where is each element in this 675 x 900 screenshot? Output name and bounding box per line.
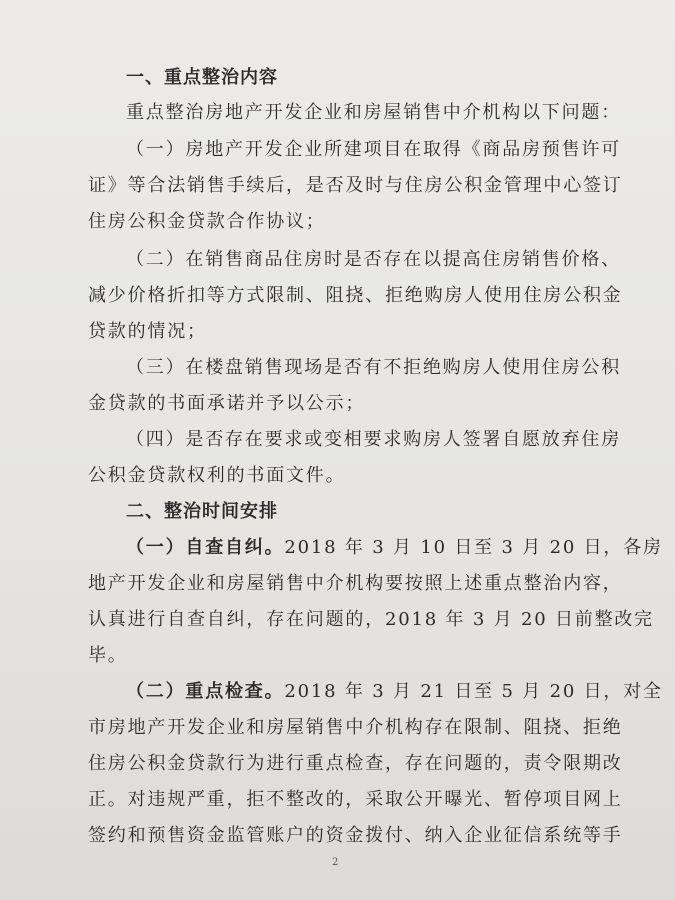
section-2-item-2-line-5: 签约和预售资金监管账户的资金拨付、纳入企业征信系统等手 <box>88 825 623 846</box>
section-1-item-1-line-2: 证》等合法销售手续后，是否及时与住房公积金管理中心签订 <box>88 175 623 196</box>
section-1-item-2-line-1: （二）在销售商品住房时是否存在以提高住房销售价格、 <box>126 249 621 270</box>
section-2-heading: 二、整治时间安排 <box>126 501 278 522</box>
key-inspection-label: （二）重点检查。 <box>126 681 285 702</box>
section-2-item-1-line-3: 认真进行自查自纠，存在问题的，2018 年 3 月 20 日前整改完 <box>88 609 654 630</box>
section-2-item-1-line-4: 毕。 <box>88 645 128 666</box>
section-2-item-2-line-1 <box>126 680 663 704</box>
self-inspection-label: （一）自查自纠。 <box>126 537 285 558</box>
section-2-item-1-line-1 <box>126 536 663 560</box>
section-1-item-1-line-3: 住房公积金贷款合作协议； <box>88 211 326 232</box>
self-inspection-text: 2018 年 3 月 10 日至 3 月 20 日，各房 <box>284 537 663 558</box>
section-1-item-3-line-2: 金贷款的书面承诺并予以公示； <box>88 393 366 414</box>
section-1-item-3-line-1: （三）在楼盘销售现场是否有不拒绝购房人使用住房公积 <box>126 357 621 378</box>
section-2-item-2-line-4: 正。对违规严重，拒不整改的，采取公开曝光、暂停项目网上 <box>88 789 623 810</box>
section-1-heading: 一、重点整治内容 <box>126 67 278 88</box>
section-1-item-4-line-2: 公积金贷款权利的书面文件。 <box>88 465 346 486</box>
page-number: 2 <box>332 857 339 868</box>
key-inspection-text: 2018 年 3 月 21 日至 5 月 20 日，对全 <box>284 681 663 702</box>
section-1-item-2-line-3: 贷款的情况； <box>88 321 207 342</box>
section-2-item-2-line-2: 市房地产开发企业和房屋销售中介机构存在限制、阻挠、拒绝 <box>88 717 623 738</box>
section-2-item-1-line-2: 地产开发企业和房屋销售中介机构要按照上述重点整治内容， <box>88 573 623 594</box>
section-1-intro: 重点整治房地产开发企业和房屋销售中介机构以下问题： <box>126 102 621 123</box>
section-1-item-2-line-2: 减少价格折扣等方式限制、阻挠、拒绝购房人使用住房公积金 <box>88 285 623 306</box>
section-2-item-2-line-3: 住房公积金贷款行为进行重点检查，存在问题的，责令限期改 <box>88 753 623 774</box>
section-1-item-4-line-1: （四）是否存在要求或变相要求购房人签署自愿放弃住房 <box>126 429 621 450</box>
section-1-item-1-line-1: （一）房地产开发企业所建项目在取得《商品房预售许可 <box>126 139 621 160</box>
